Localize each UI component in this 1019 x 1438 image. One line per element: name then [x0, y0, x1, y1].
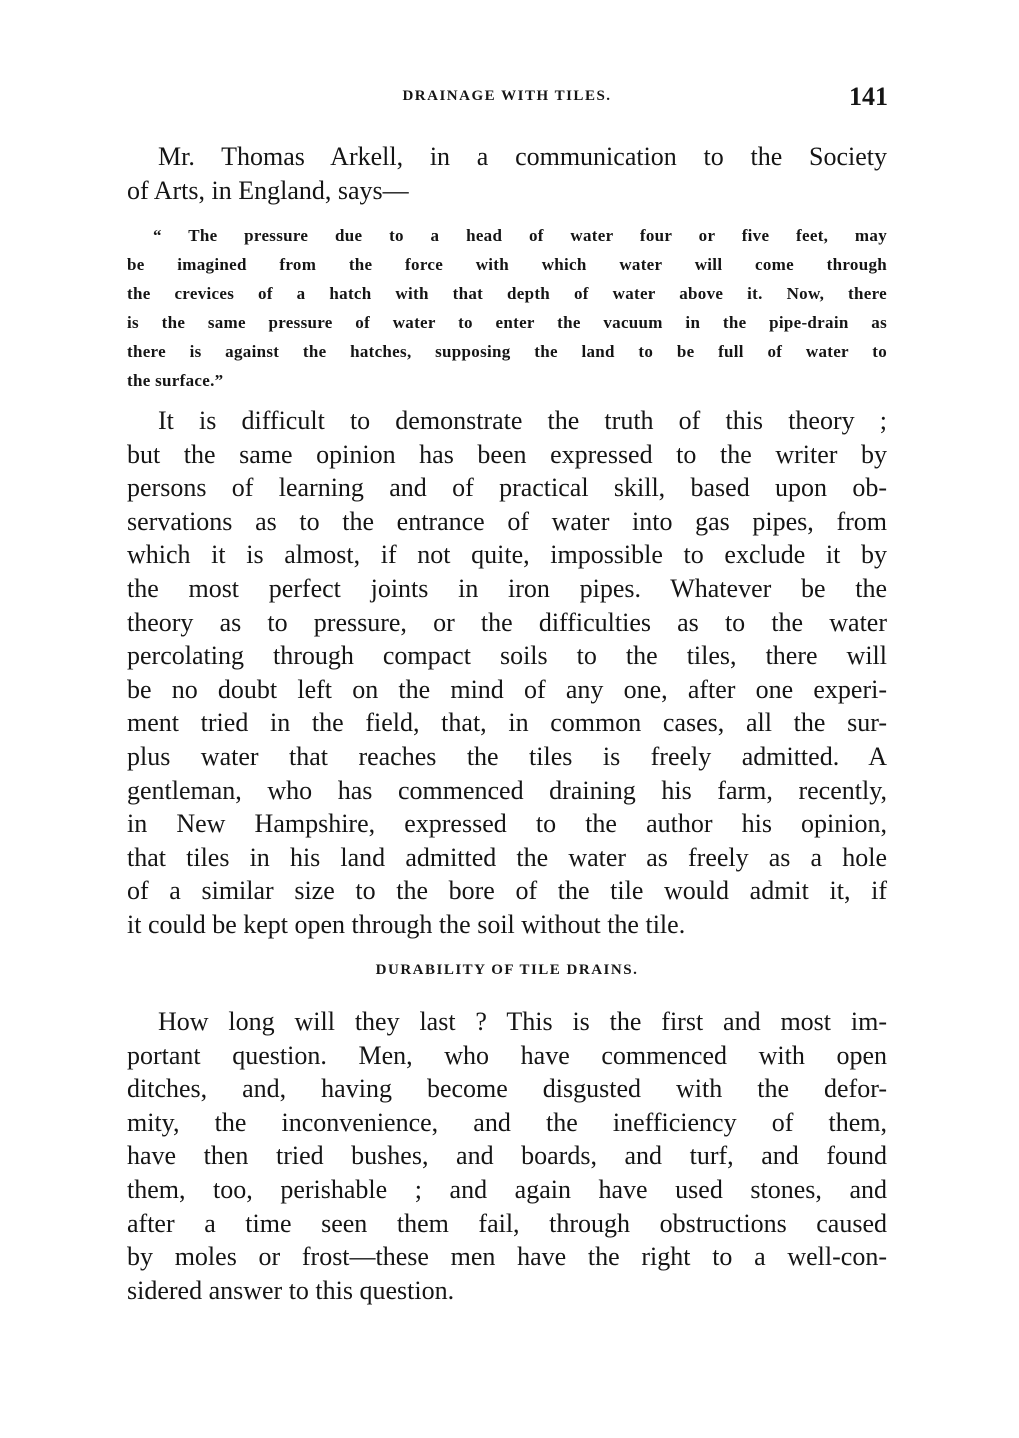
- text-line: but the same opinion has been expressed to the writer by: [127, 439, 887, 469]
- text-line: that tiles in his land admitted the water as freely as a hole: [127, 842, 887, 872]
- text-line: by moles or frost—these men have the right to a well-con-: [127, 1242, 887, 1272]
- running-title: DRAINAGE WITH TILES.: [402, 88, 612, 104]
- text-line: after a time seen them fail, through obstructions caused: [127, 1208, 887, 1238]
- text-line: have then tried bushes, and boards, and turf, and found: [127, 1141, 887, 1171]
- text-line: them, too, perishable ; and again have used stones, and: [127, 1174, 887, 1204]
- page-number: 141: [849, 82, 888, 111]
- text-line: How long will they last ? This is the first and most im-: [158, 1007, 887, 1036]
- text-line: in New Hampshire, expressed to the author his opinion,: [127, 809, 887, 839]
- quote-line: “ The pressure due to a head of water four or five feet, may: [153, 226, 887, 245]
- text-line: be no doubt left on the mind of any one, after one experi-: [127, 674, 887, 704]
- text-line: mity, the inconvenience, and the inefficiency of them,: [127, 1107, 887, 1137]
- text-line: percolating through compact soils to the tiles, there will: [127, 641, 887, 671]
- text-line: theory as to pressure, or the difficulties as to the water: [127, 607, 887, 637]
- quote-line: be imagined from the force with which water will come through: [127, 255, 887, 274]
- quote-line: the surface.”: [127, 371, 224, 390]
- text-line: plus water that reaches the tiles is freely admitted. A: [127, 741, 887, 771]
- text-line: ment tried in the field, that, in common cases, all the sur-: [127, 708, 887, 738]
- quote-line: the crevices of a hatch with that depth of water above it. Now, there: [127, 284, 887, 303]
- block-quote: [127, 221, 887, 395]
- text-line: the most perfect joints in iron pipes. Whatever be the: [127, 573, 887, 603]
- text-line: of Arts, in England, says—: [127, 175, 409, 205]
- running-head: [126, 82, 888, 116]
- text-line: which it is almost, if not quite, impossible to exclude it by: [127, 540, 887, 570]
- text-line: Mr. Thomas Arkell, in a communication to the Society: [158, 142, 887, 171]
- text-line: persons of learning and of practical skill, based upon ob-: [127, 473, 887, 503]
- text-line: sidered answer to this question.: [127, 1275, 455, 1305]
- theory-paragraph: [127, 404, 887, 942]
- durability-paragraph: [127, 1005, 887, 1307]
- text-line: It is difficult to demonstrate the truth of this theory ;: [158, 406, 887, 435]
- text-line: ditches, and, having become disgusted with the defor-: [127, 1074, 887, 1104]
- quote-line: there is against the hatches, supposing the land to be full of water to: [127, 342, 887, 361]
- intro-paragraph: [127, 140, 887, 207]
- text-line: of a similar size to the bore of the tile would admit it, if: [127, 876, 887, 906]
- text-line: portant question. Men, who have commenced with open: [127, 1040, 887, 1070]
- section-heading: DURABILITY OF TILE DRAINS.: [375, 962, 639, 978]
- text-line: it could be kept open through the soil without the tile.: [127, 909, 686, 939]
- text-line: servations as to the entrance of water into gas pipes, from: [127, 506, 887, 536]
- text-line: gentleman, who has commenced draining his farm, recently,: [127, 775, 887, 805]
- quote-line: is the same pressure of water to enter the vacuum in the pipe-drain as: [127, 313, 887, 332]
